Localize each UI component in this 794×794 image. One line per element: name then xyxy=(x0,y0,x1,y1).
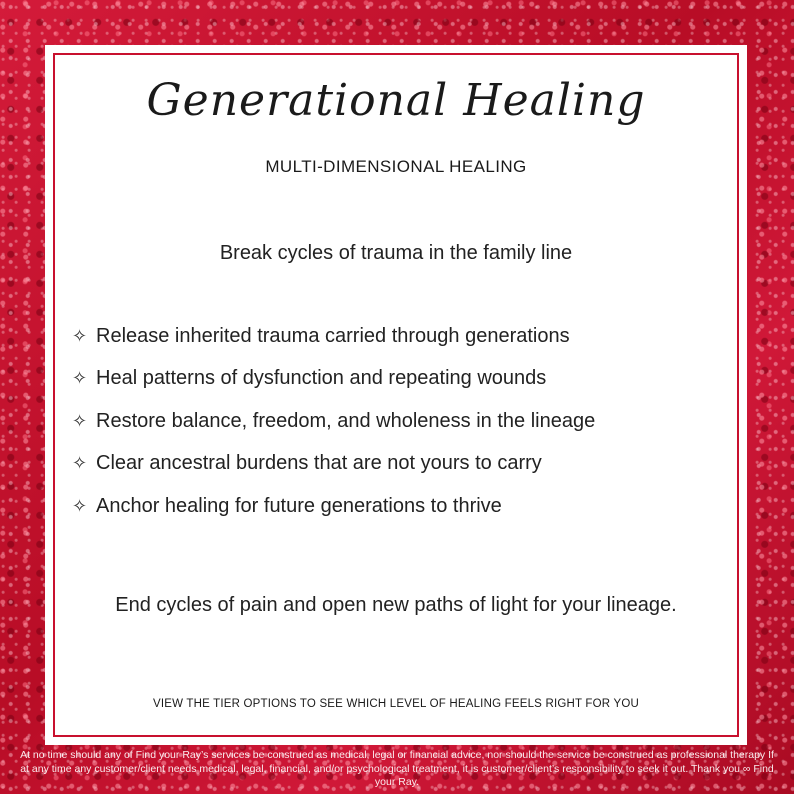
sparkle-icon: ✧ xyxy=(72,453,88,474)
sparkle-icon: ✧ xyxy=(72,410,88,431)
subtitle: MULTI-DIMENSIONAL HEALING xyxy=(265,157,527,176)
list-item xyxy=(72,443,595,486)
list-item xyxy=(72,485,595,528)
content-card xyxy=(45,45,747,745)
list-item-text: Anchor healing for future generations to thrive xyxy=(96,494,502,517)
list-item-text: Restore balance, freedom, and wholeness in the lineage xyxy=(96,409,596,432)
list-item xyxy=(72,315,595,358)
list-item-text: Release inherited trauma carried through generations xyxy=(96,324,570,347)
tier-options-cta: VIEW THE TIER OPTIONS TO SEE WHICH LEVEL OF HEALING FEELS RIGHT FOR YOU xyxy=(152,698,639,710)
closing-text: End cycles of pain and open new paths of light for your lineage. xyxy=(115,594,677,616)
list-item-text: Clear ancestral burdens that are not yours to carry xyxy=(96,452,542,475)
sparkle-icon: ✧ xyxy=(72,325,88,346)
disclaimer-text: At no time should any of Find your Ray’s services be construed as medical, legal or financial advice, nor should the service be construed as professional therapy If at any time any customer/client needs medical, legal, financial, and/or psychological treatment, it is customer/client’s responsibility to seek it out. Thank you ∞ Find your Ray. xyxy=(20,749,774,788)
list-item xyxy=(72,400,595,443)
benefit-list xyxy=(72,315,595,528)
sparkle-icon: ✧ xyxy=(72,368,88,389)
intro-text: Break cycles of trauma in the family line xyxy=(219,242,573,264)
list-item xyxy=(72,358,595,401)
list-item-text: Heal patterns of dysfunction and repeating wounds xyxy=(96,367,547,390)
page-title: Generational Healing xyxy=(146,75,646,126)
sparkle-icon: ✧ xyxy=(72,495,88,516)
